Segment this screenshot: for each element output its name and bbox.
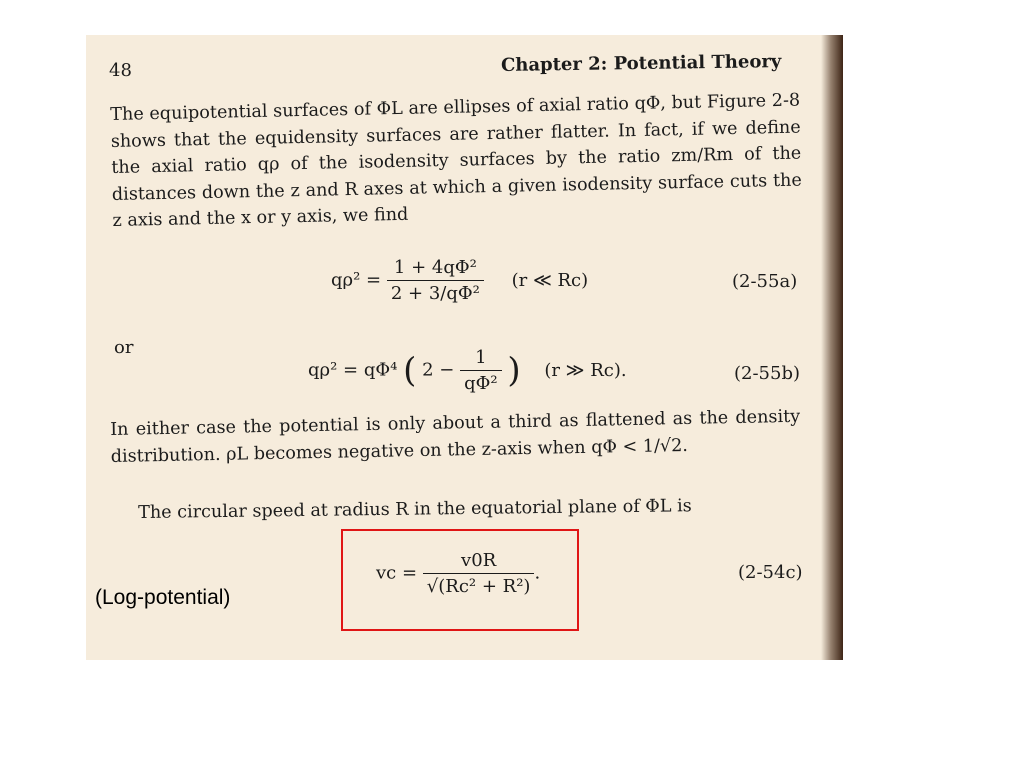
eq-b-fraction bbox=[460, 347, 502, 394]
eq-a-numerator: 1 + 4qΦ² bbox=[387, 257, 484, 281]
chapter-header: Chapter 2: Potential Theory bbox=[500, 51, 782, 76]
eq-c-period: . bbox=[534, 562, 541, 584]
eq-b-denominator: qΦ² bbox=[464, 373, 498, 394]
connector-or: or bbox=[114, 337, 134, 358]
eq-b-open-paren: ( bbox=[403, 350, 417, 391]
equation-2-55a bbox=[331, 257, 588, 304]
eq-c-denominator: √(Rc² + R²) bbox=[426, 576, 531, 597]
eq-a-label: (2-55a) bbox=[732, 271, 798, 292]
paragraph-flattening: In either case the potential is only about a third as flattened as the density distribution. ρL becomes negative on the z-axis when qΦ < 1/√2. bbox=[110, 406, 801, 467]
highlight-box bbox=[341, 529, 579, 631]
eq-b-inner: 2 − bbox=[422, 359, 455, 381]
eq-a-denominator: 2 + 3/qΦ² bbox=[390, 283, 480, 304]
paragraph-circular-speed: The circular speed at radius R in the equatorial plane of ΦL is bbox=[138, 496, 692, 523]
eq-a-fraction bbox=[387, 257, 484, 304]
page-number: 48 bbox=[109, 60, 132, 81]
eq-b-numerator: 1 bbox=[460, 347, 502, 371]
eq-b-condition: (r ≫ Rc). bbox=[544, 359, 627, 381]
log-potential-caption: (Log-potential) bbox=[95, 586, 231, 609]
eq-c-label: (2-54c) bbox=[738, 562, 803, 583]
paragraph-equipotential: The equipotential surfaces of ΦL are ellipses of axial ratio qΦ, but Figure 2-8 shows that the equidensity surfaces are rather flatter. In fact, if we define the axial ratio qρ of the isodensity surfaces by the ratio zm/Rm of the distances down the z and R axes at which a given isodensity surface cuts the z axis and the x or y axis, we find bbox=[110, 90, 802, 231]
eq-b-lhs: qρ² = qΦ⁴ bbox=[308, 359, 398, 381]
eq-a-condition: (r ≪ Rc) bbox=[511, 269, 589, 291]
equation-2-55b bbox=[308, 347, 627, 394]
eq-c-lhs: vc = bbox=[376, 562, 418, 584]
eq-b-label: (2-55b) bbox=[734, 363, 801, 384]
eq-b-close-paren: ) bbox=[507, 350, 521, 391]
eq-c-numerator: v0R bbox=[423, 550, 535, 574]
eq-a-lhs: qρ² = bbox=[331, 269, 382, 291]
